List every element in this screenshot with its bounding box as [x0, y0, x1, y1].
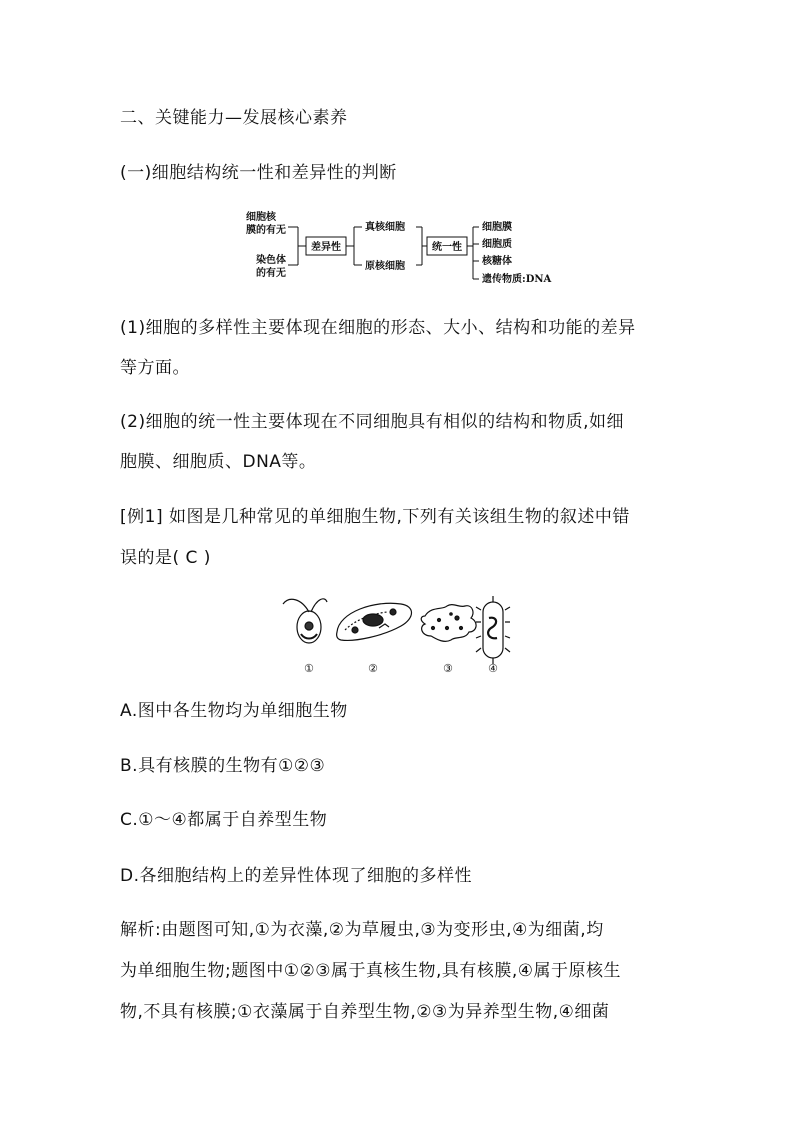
paramecium-drawing — [337, 603, 412, 640]
section-title: 二、关键能力—发展核心素养 — [120, 108, 348, 128]
subsection-title: (一)细胞结构统一性和差异性的判断 — [120, 163, 397, 183]
point-2-line-2: 胞膜、细胞质、DNA等。 — [120, 452, 317, 472]
chlamydomonas-drawing — [283, 599, 327, 643]
analysis-line-3: 物,不具有核膜;①衣藻属于自养型生物,②③为异养型生物,④细菌 — [120, 1002, 610, 1022]
point-1-line-1: (1)细胞的多样性主要体现在细胞的形态、大小、结构和功能的差异 — [120, 318, 636, 338]
diagram-left-top-1: 细胞核 — [246, 212, 276, 223]
bacterium-drawing — [476, 596, 510, 664]
diagram-left-bottom-1: 染色体 — [256, 255, 286, 266]
diagram-diff-box: 差异性 — [311, 242, 341, 253]
diagram-right-item-1: 细胞膜 — [482, 222, 512, 233]
option-d: D.各细胞结构上的差异性体现了细胞的多样性 — [120, 866, 472, 886]
diagram-left-top-2: 膜的有无 — [246, 225, 286, 236]
diagram-eukaryote: 真核细胞 — [365, 222, 405, 233]
diagram-right-item-4: 遗传物质:DNA — [482, 274, 552, 285]
analysis-line-2: 为单细胞生物;题图中①②③属于真核生物,具有核膜,④属于原核生 — [120, 961, 621, 981]
figure-label-1: ① — [304, 662, 314, 675]
option-c: C.①～④都属于自养型生物 — [120, 810, 328, 830]
example-line-2: 误的是( C ) — [120, 548, 211, 568]
unity-diversity-diagram — [240, 205, 570, 285]
diagram-unity-box: 统一性 — [432, 242, 462, 253]
diagram-left-bottom-2: 的有无 — [256, 268, 286, 279]
diagram-right-item-3: 核糖体 — [482, 256, 512, 267]
analysis-line-1: 解析:由题图可知,①为衣藻,②为草履虫,③为变形虫,④为细菌,均 — [120, 920, 604, 940]
diagram-prokaryote: 原核细胞 — [365, 261, 405, 272]
organisms-figure — [275, 590, 525, 675]
point-2-line-1: (2)细胞的统一性主要体现在不同细胞具有相似的结构和物质,如细 — [120, 412, 624, 432]
option-a: A.图中各生物均为单细胞生物 — [120, 701, 348, 721]
diagram-right-item-2: 细胞质 — [482, 239, 512, 250]
amoeba-drawing — [421, 605, 476, 642]
option-b: B.具有核膜的生物有①②③ — [120, 756, 326, 776]
figure-label-2: ② — [368, 662, 378, 675]
example-line-1: [例1] 如图是几种常见的单细胞生物,下列有关该组生物的叙述中错 — [120, 507, 630, 527]
figure-label-4: ④ — [488, 662, 498, 675]
figure-label-3: ③ — [443, 662, 453, 675]
point-1-line-2: 等方面。 — [120, 358, 190, 378]
